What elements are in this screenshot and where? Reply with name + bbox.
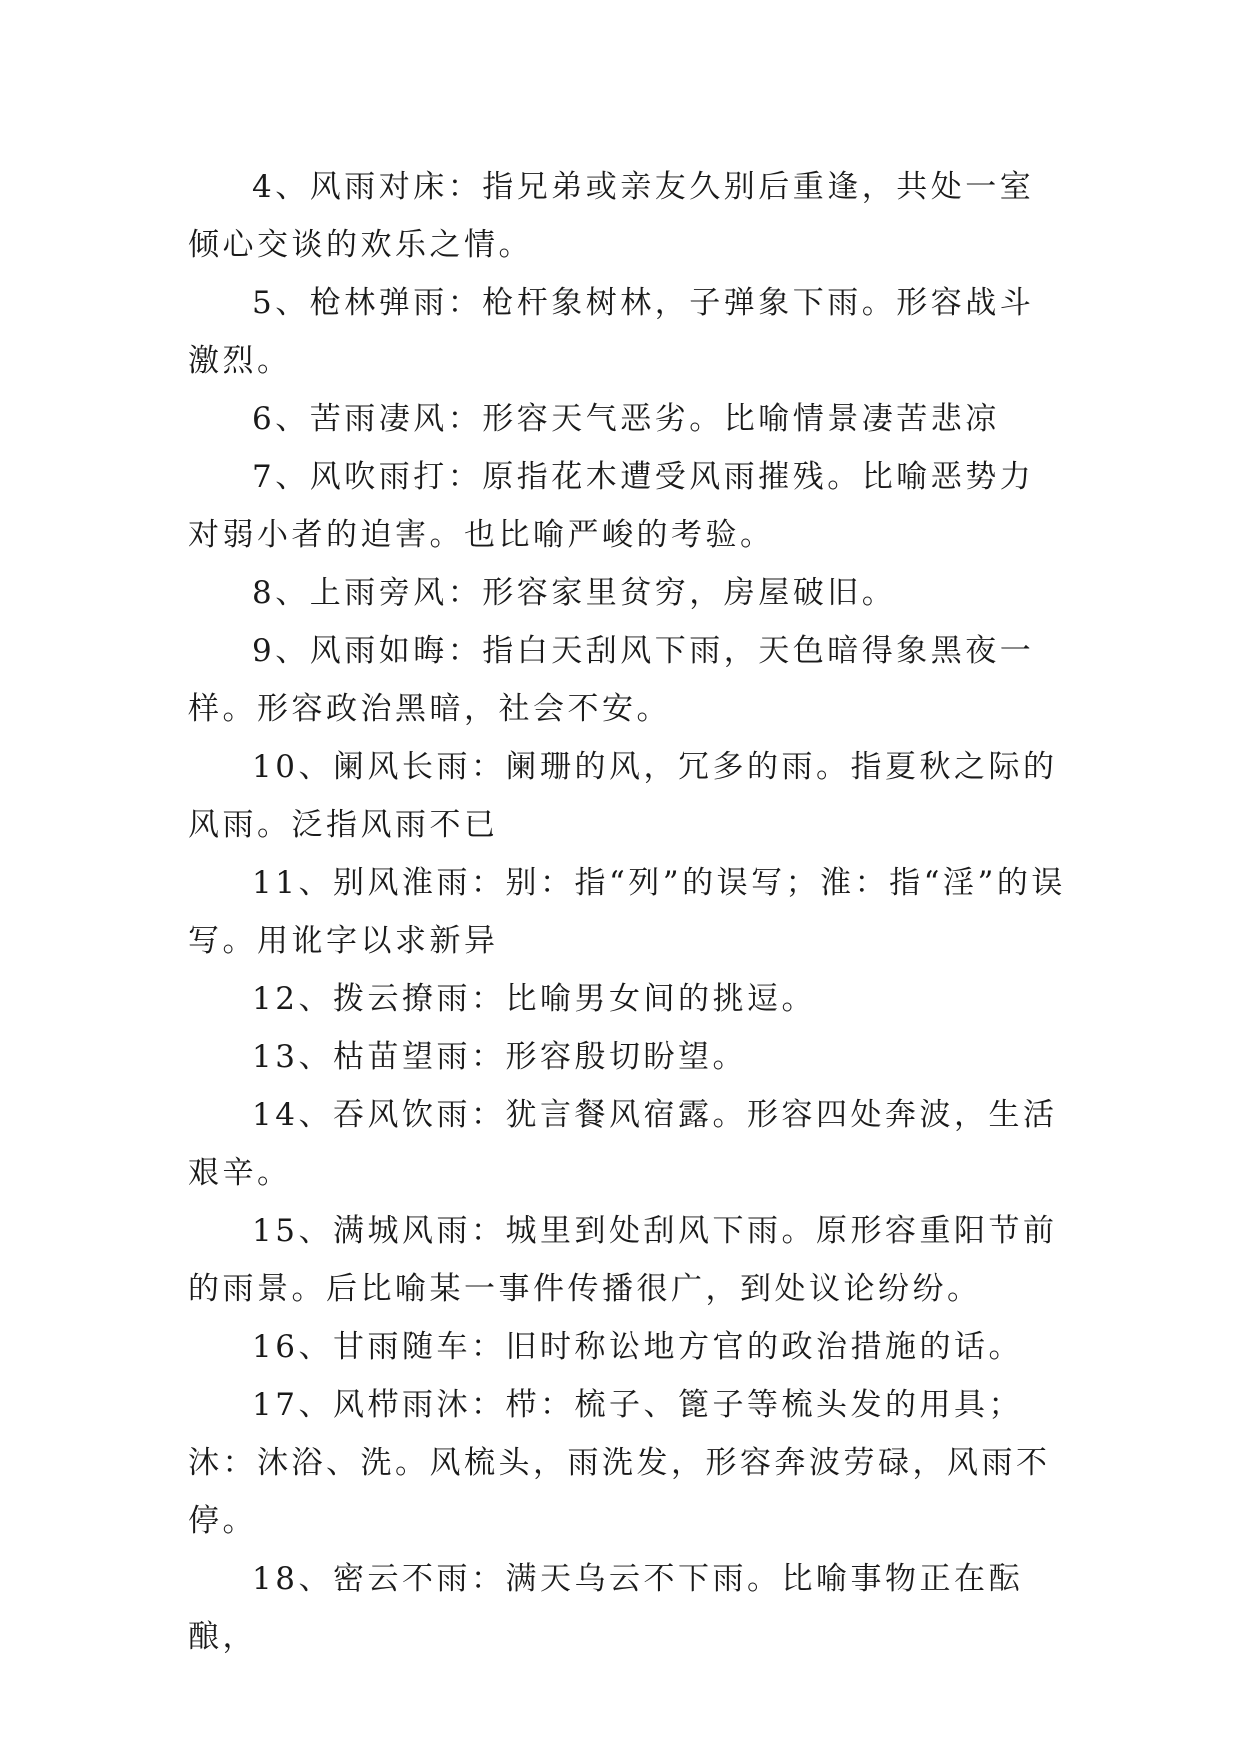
idiom-entry-9: 9、风雨如晦：指白天刮风下雨，天色暗得象黑夜一样。形容政治黑暗，社会不安。 [188, 633, 1035, 727]
idiom-entry-16: 16、甘雨随车：旧时称讼地方官的政治措施的话。 [252, 1329, 1023, 1365]
idiom-entry-10: 10、阑风长雨：阑珊的风，冗多的雨。指夏秋之际的风雨。泛指风雨不已 [188, 749, 1058, 843]
document-body [188, 158, 1068, 1666]
idiom-entry-6: 6、苦雨凄风：形容天气恶劣。比喻情景凄苦悲凉 [252, 401, 1000, 437]
idiom-entry-18: 18、密云不雨：满天乌云不下雨。比喻事物正在酝酿， [188, 1561, 1023, 1655]
idiom-entry-12: 12、拨云撩雨：比喻男女间的挑逗。 [252, 981, 816, 1017]
idiom-entry-17: 17、风栉雨沐：栉：梳子、篦子等梳头发的用具；沐：沐浴、洗。风梳头，雨洗发，形容奔波劳碌，风雨不停。 [188, 1387, 1051, 1539]
idiom-entry-8: 8、上雨旁风：形容家里贫穷，房屋破旧。 [252, 575, 897, 611]
idiom-entry-11: 11、别风淮雨：别：指“列”的误写；淮：指“淫”的误写。用讹字以求新异 [188, 865, 1066, 959]
idiom-entry-14: 14、吞风饮雨：犹言餐风宿露。形容四处奔波，生活艰辛。 [188, 1097, 1058, 1191]
idiom-entry-7: 7、风吹雨打：原指花木遭受风雨摧残。比喻恶势力对弱小者的迫害。也比喻严峻的考验。 [188, 459, 1035, 553]
idiom-entry-13: 13、枯苗望雨：形容殷切盼望。 [252, 1039, 747, 1075]
idiom-entry-15: 15、满城风雨：城里到处刮风下雨。原形容重阳节前的雨景。后比喻某一事件传播很广，到处议论纷纷。 [188, 1213, 1058, 1307]
idiom-entry-5: 5、枪林弹雨：枪杆象树林，子弹象下雨。形容战斗激烈。 [188, 285, 1035, 379]
idiom-entry-4: 4、风雨对床：指兄弟或亲友久别后重逢，共处一室倾心交谈的欢乐之情。 [188, 169, 1035, 263]
